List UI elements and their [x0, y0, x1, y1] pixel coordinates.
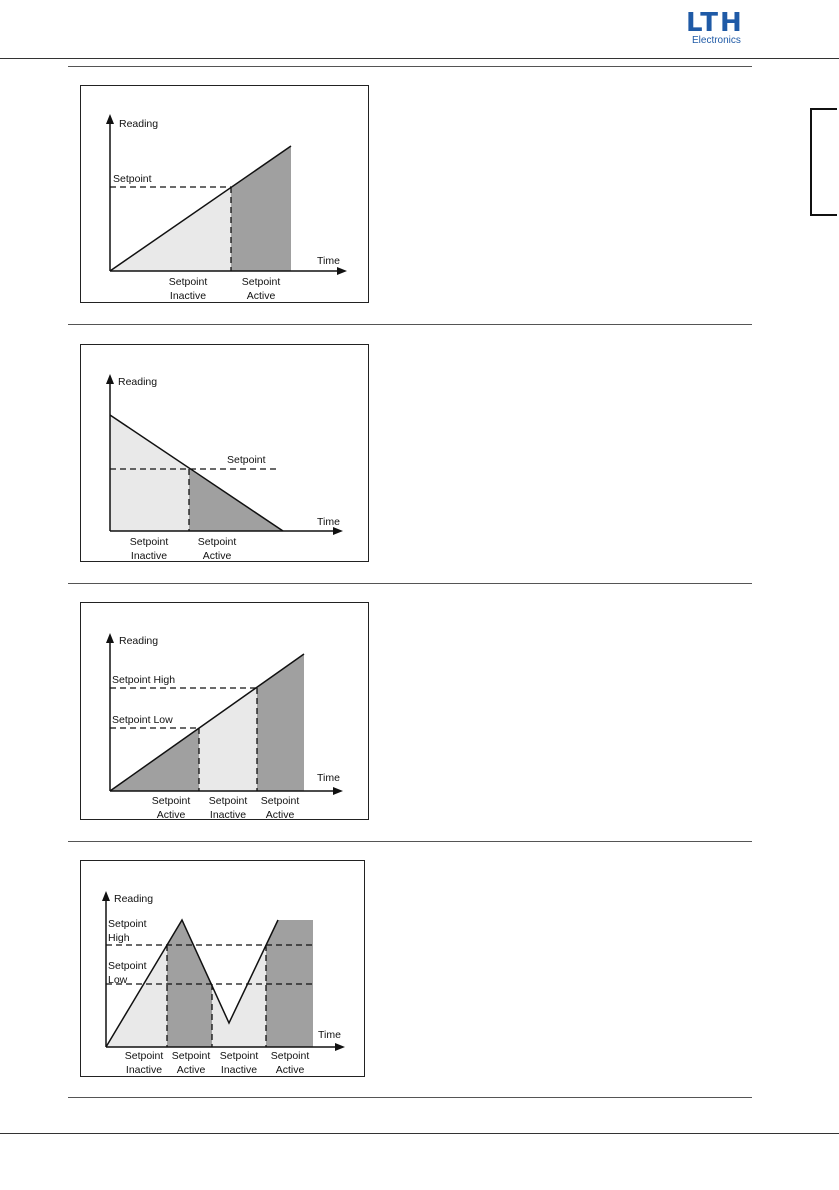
x-axis-arrow: [333, 527, 343, 535]
diagram-4-svg: [81, 861, 366, 1078]
diagram-falling-setpoint: [80, 344, 369, 562]
y-axis-label: Reading: [114, 893, 154, 905]
x-axis-label: Time: [317, 772, 340, 784]
region-label: Inactive: [169, 290, 207, 302]
section-divider: [68, 583, 752, 584]
setpoint-label: Setpoint: [227, 454, 266, 466]
setpoint-high-label: High: [108, 932, 130, 944]
region-label: Active: [275, 1064, 305, 1076]
region-label: Inactive: [125, 1064, 163, 1076]
y-axis-label: Reading: [118, 376, 158, 388]
inactive-region: [110, 415, 189, 531]
x-axis-arrow: [337, 267, 347, 275]
section-divider: [68, 66, 752, 67]
setpoint-label: Setpoint: [113, 173, 152, 185]
x-axis-label: Time: [317, 255, 340, 267]
diagram-rising-band: [80, 602, 369, 820]
region-label: Setpoint: [168, 276, 208, 288]
diagram-3-svg: [81, 603, 370, 821]
diagram-1-svg: [81, 86, 370, 304]
x-axis-arrow: [335, 1043, 345, 1051]
side-tab-marker: [810, 108, 837, 216]
diagram-rising-setpoint: [80, 85, 369, 303]
region-label: Inactive: [209, 809, 247, 821]
y-axis-label: Reading: [119, 118, 159, 130]
region-label: Active: [176, 1064, 206, 1076]
setpoint-low-label: Setpoint Low: [112, 714, 173, 726]
setpoint-low-label: Setpoint: [108, 960, 147, 972]
active-region: [231, 146, 291, 271]
y-axis-arrow: [102, 891, 110, 901]
region-label: Active: [246, 290, 276, 302]
section-divider: [68, 1097, 752, 1098]
x-axis-label: Time: [317, 516, 340, 528]
x-axis-label: Time: [318, 1029, 341, 1041]
y-axis-arrow: [106, 114, 114, 124]
footer-rule: [0, 1133, 839, 1134]
inactive-region: [199, 688, 257, 791]
logo-subtitle: Electronics: [692, 35, 741, 46]
x-axis-arrow: [333, 787, 343, 795]
region-label: Inactive: [130, 550, 168, 562]
region-label: Setpoint: [208, 795, 248, 807]
region-label: Setpoint: [129, 536, 169, 548]
region-label: Active: [202, 550, 232, 562]
y-axis-arrow: [106, 374, 114, 384]
section-divider: [68, 324, 752, 325]
region-label: Setpoint: [124, 1050, 164, 1062]
region-label: Setpoint: [241, 276, 281, 288]
region-label: Setpoint: [151, 795, 191, 807]
region-label: Setpoint: [260, 795, 300, 807]
region-label: Active: [156, 809, 186, 821]
setpoint-high-label: Setpoint High: [112, 674, 176, 686]
y-axis-arrow: [106, 633, 114, 643]
region-label: Setpoint: [197, 536, 237, 548]
logo-brand: LTH: [686, 8, 744, 38]
region-label: Inactive: [220, 1064, 258, 1076]
section-divider: [68, 841, 752, 842]
header-rule: [0, 58, 839, 59]
y-axis-label: Reading: [119, 635, 159, 647]
diagram-2-svg: [81, 345, 370, 563]
region-label: Setpoint: [270, 1050, 310, 1062]
setpoint-low-label: Low: [108, 974, 128, 986]
region-label: Setpoint: [219, 1050, 259, 1062]
inactive-region: [212, 945, 266, 1047]
setpoint-high-label: Setpoint: [108, 918, 147, 930]
region-label: Setpoint: [171, 1050, 211, 1062]
diagram-hysteresis: [80, 860, 365, 1077]
region-label: Active: [265, 809, 295, 821]
active-region-high: [257, 654, 304, 791]
